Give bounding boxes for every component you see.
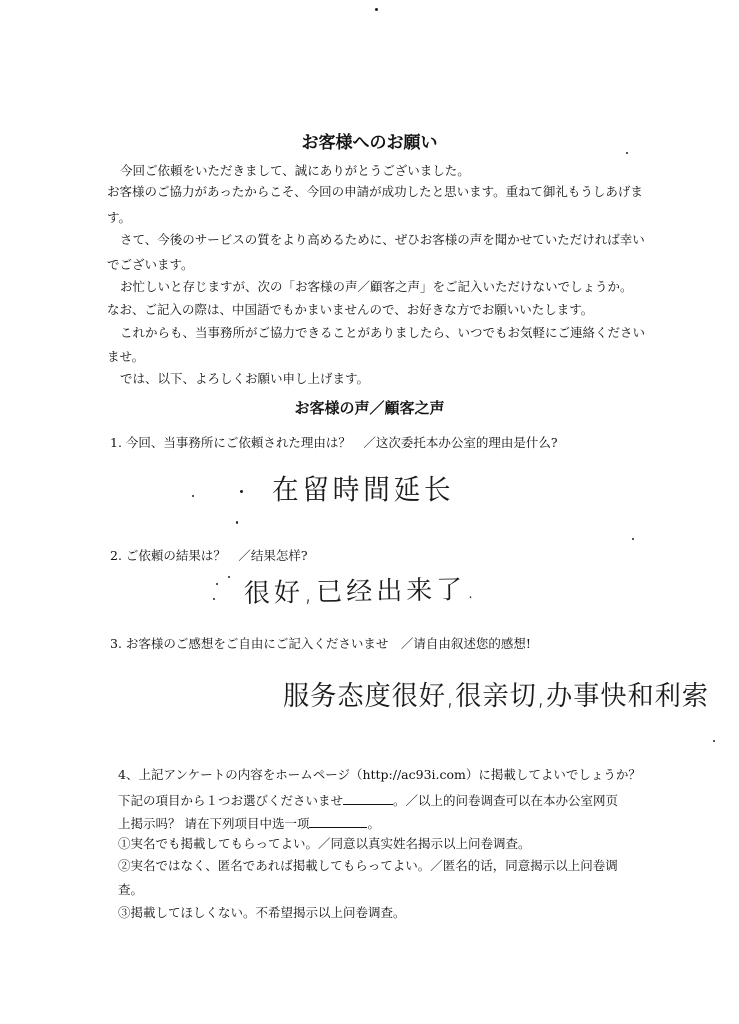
instruction-text: 上掲示吗？ 请在下列项目中选一项 (118, 816, 310, 831)
option-3: ③掲載してほしくない。不希望揭示以上问卷调查。 (118, 905, 406, 920)
scan-speck (213, 598, 215, 600)
question-4-instruction (118, 791, 618, 809)
answer-blank[interactable] (343, 791, 393, 805)
page-title: お客様へのお願い (301, 133, 438, 153)
question-number: 1. (110, 435, 122, 450)
intro-line: これからも、当事務所がご協力できることがありましたら、いつでもお気軽にご連絡ください (120, 325, 646, 340)
question-2 (110, 546, 308, 564)
question-1 (110, 433, 558, 451)
intro-line: でございます。 (107, 257, 194, 272)
answer-blank[interactable] (309, 814, 367, 828)
scan-speck (236, 521, 238, 524)
instruction-text: 下記の項目から１つお選びくださいませ (118, 793, 344, 808)
question-text: お客様のご感想をご自由にご記入くださいませ ／请自由叙述您的感想! (125, 636, 531, 651)
answer-3-handwriting: 服务态度很好,很亲切,办事快和利索 (283, 681, 709, 712)
answer-1-handwriting: 在留時間延长 (272, 473, 455, 506)
question-number: 2. (110, 548, 122, 563)
section-title: お客様の声／顧客之声 (294, 399, 445, 417)
scan-speck (632, 538, 634, 540)
scan-speck (228, 576, 230, 578)
question-4-instruction-cn (118, 814, 380, 832)
scan-speck (713, 740, 715, 742)
scan-speck (375, 8, 378, 11)
intro-line: 今回ご依頼をいただきまして、誠にありがとうございました。 (120, 163, 470, 178)
question-3 (110, 634, 531, 652)
answer-2-handwriting: 很好,已经出来了. (243, 574, 479, 609)
scan-speck (216, 583, 218, 585)
intro-line: では、以下、よろしくお願い申し上げます。 (120, 371, 370, 386)
instruction-text: 。／以上的问卷调查可以在本办公室网页 (393, 793, 619, 808)
question-text: ご依頼の結果は？ ／结果怎样? (125, 548, 308, 563)
option-2-continued: 查。 (118, 882, 144, 897)
intro-line: す。 (107, 210, 132, 225)
question-text: 今回、当事務所にご依頼された理由は？ ／这次委托本办公室的理由是什么? (125, 435, 558, 450)
intro-line: お客様のご協力があったからこそ、今回の申請が成功したと思います。重ねて御礼もうしあげま (107, 184, 643, 199)
scan-speck (192, 495, 194, 497)
instruction-text: 。 (367, 816, 380, 831)
option-1: ①実名でも掲載してもらってよい。／同意以真实姓名揭示以上问卷调查。 (118, 836, 531, 851)
intro-line: なお、ご記入の際は、中国語でもかまいませんので、お好きな方でお願いいたします。 (107, 302, 594, 317)
intro-line: さて、今後のサービスの質をより高めるために、ぜひお客様の声を聞かせていただければ幸い (120, 232, 645, 247)
question-number: 3. (110, 636, 122, 651)
question-4: 4、上記アンケートの内容をホームページ（http://ac93i.com）に掲載してよいでしょうか？ (118, 767, 641, 782)
intro-line: お忙しいと存じますが、次の「お客様の声／顧客之声」をご記入いただけないでしょうか。 (120, 279, 633, 294)
option-2: ②実名ではなく、匿名であれば掲載してもらってよい。／匿名的话，同意揭示以上问卷调 (118, 858, 618, 873)
intro-line: ませ。 (107, 349, 145, 364)
scan-speck (240, 490, 243, 493)
